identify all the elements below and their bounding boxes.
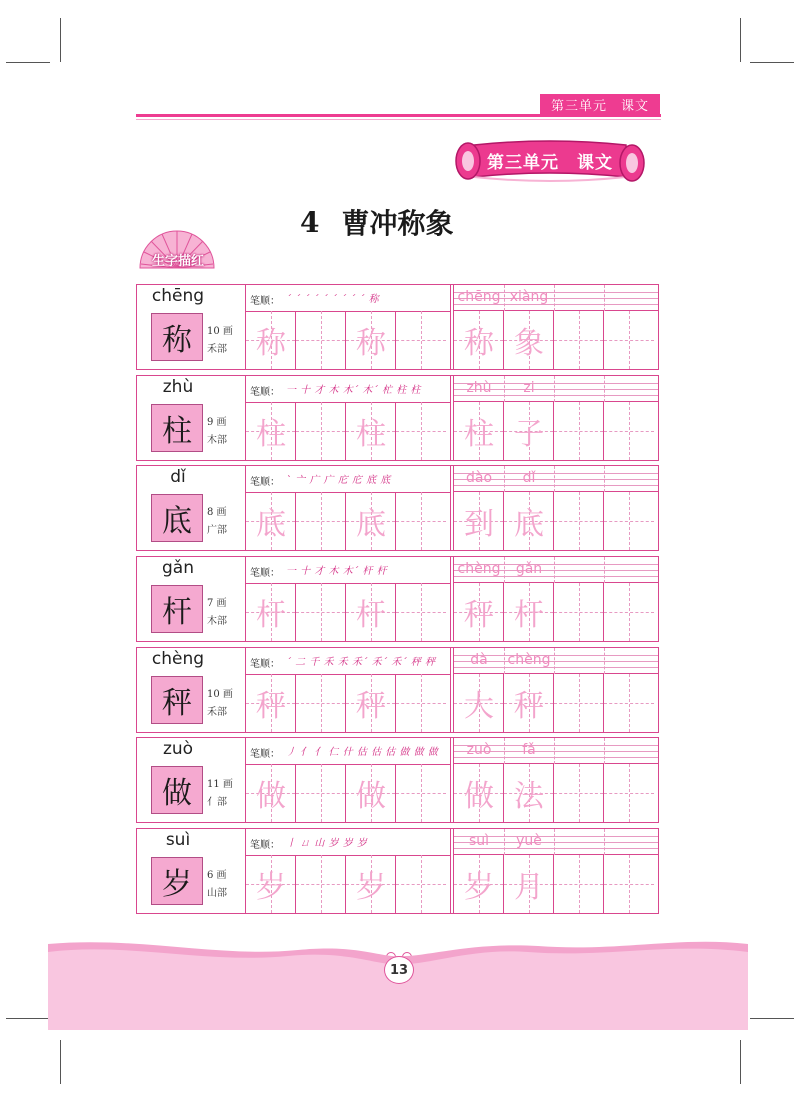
word-grid — [454, 583, 658, 641]
character-pinyin: dǐ — [170, 467, 186, 487]
character-row — [136, 828, 659, 914]
crop-mark — [740, 1040, 741, 1084]
word-pinyin: gǎn — [515, 561, 543, 577]
word-character: 到 — [464, 507, 494, 542]
practice-cell[interactable] — [246, 402, 296, 460]
word-practice — [454, 829, 658, 913]
stroke-order — [246, 738, 450, 765]
page-number: 13 — [384, 956, 414, 984]
word-pinyin: chēng — [457, 289, 501, 305]
word-pinyin: dào — [465, 470, 493, 486]
word-pinyin: suì — [468, 833, 490, 849]
practice-grid — [246, 855, 450, 913]
practice-cell[interactable] — [346, 492, 396, 550]
unit-banner — [452, 139, 648, 185]
word-cell[interactable] — [604, 855, 654, 913]
word-practice — [454, 738, 658, 822]
lesson-number: 4 — [300, 205, 320, 239]
word-pinyin: zuò — [466, 742, 492, 758]
practice-cell[interactable] — [396, 311, 446, 369]
practice-cell[interactable] — [296, 492, 346, 550]
word-cell[interactable] — [454, 674, 504, 732]
stroke-order — [246, 285, 450, 312]
trace-character: 称 — [256, 326, 286, 361]
character-pinyin: chēng — [151, 286, 205, 306]
radical: 禾部 — [207, 344, 227, 355]
trace-character: 柱 — [256, 417, 286, 452]
radical: 木部 — [207, 616, 227, 627]
word-cell[interactable] — [454, 402, 504, 460]
word-grid — [454, 855, 658, 913]
practice-cell[interactable] — [246, 492, 296, 550]
radical: 亻部 — [207, 797, 227, 808]
word-cell[interactable] — [554, 855, 604, 913]
practice-cell[interactable] — [396, 583, 446, 641]
stroke-order — [246, 466, 450, 493]
stroke-order — [246, 557, 450, 584]
practice-cell[interactable] — [396, 402, 446, 460]
stroke-count: 10 画 — [207, 689, 233, 700]
word-cell[interactable] — [454, 492, 504, 550]
word-practice — [454, 285, 658, 369]
lesson-name: 曹冲称象 — [341, 207, 454, 240]
word-cell[interactable] — [504, 402, 554, 460]
practice-grid — [246, 402, 450, 460]
stroke-order — [246, 376, 450, 403]
character-pinyin: suì — [165, 830, 191, 850]
word-grid — [454, 402, 658, 460]
trace-character: 称 — [356, 326, 386, 361]
word-character: 秤 — [514, 689, 544, 724]
word-character: 法 — [514, 779, 544, 814]
word-cell[interactable] — [604, 674, 654, 732]
word-pinyin: xiàng — [509, 289, 549, 305]
crop-mark — [750, 62, 794, 63]
practice-cell[interactable] — [296, 855, 346, 913]
stroke-order-sequence: 丿 亻 亻 仁 什 估 估 估 做 做 做 — [286, 747, 439, 758]
character-pinyin: zhù — [162, 377, 194, 397]
practice-cell[interactable] — [296, 311, 346, 369]
stroke-count: 8 画 — [207, 507, 227, 518]
word-practice — [454, 376, 658, 460]
word-pinyin: zi — [523, 380, 535, 396]
practice-cell[interactable] — [346, 764, 396, 822]
radical: 木部 — [207, 435, 227, 446]
lesson-title — [300, 200, 520, 244]
stroke-order — [246, 648, 450, 675]
character-pinyin: zuò — [162, 739, 194, 759]
word-character: 称 — [464, 326, 494, 361]
stroke-count: 9 画 — [207, 417, 227, 428]
word-cell[interactable] — [604, 583, 654, 641]
stroke-order-sequence: 一 十 才 木 木ˊ 杆 杆 — [286, 566, 388, 577]
word-cell[interactable] — [454, 855, 504, 913]
practice-cell[interactable] — [346, 674, 396, 732]
practice-cell[interactable] — [296, 764, 346, 822]
word-cell[interactable] — [504, 583, 554, 641]
word-character: 子 — [514, 417, 544, 452]
word-pinyin: fǎ — [522, 742, 536, 758]
practice-grid — [246, 674, 450, 732]
stroke-count: 10 画 — [207, 326, 233, 337]
stroke-count: 7 画 — [207, 598, 227, 609]
pinyin-lines — [454, 738, 658, 764]
word-character: 岁 — [464, 870, 494, 905]
practice-grid — [246, 492, 450, 550]
stroke-order-label: 笔顺： — [250, 749, 280, 760]
word-cell[interactable] — [554, 311, 604, 369]
practice-cell[interactable] — [246, 855, 296, 913]
footer-wave — [48, 940, 748, 1030]
crop-mark — [750, 1018, 794, 1019]
stroke-order-sequence: ˋ 亠 广 广 庀 庀 底 底 — [286, 475, 391, 486]
character-info — [137, 738, 246, 822]
word-pinyin: dǐ — [522, 470, 536, 486]
character-info — [137, 285, 246, 369]
character-glyph: 岁 — [151, 857, 203, 905]
word-cell[interactable] — [604, 311, 654, 369]
stroke-order-label: 笔顺： — [250, 659, 280, 670]
stroke-order-label: 笔顺： — [250, 296, 280, 307]
word-cell[interactable] — [554, 583, 604, 641]
word-cell[interactable] — [554, 674, 604, 732]
word-grid — [454, 674, 658, 732]
word-character: 做 — [464, 779, 494, 814]
practice-grid — [246, 311, 450, 369]
practice-cell[interactable] — [246, 764, 296, 822]
word-pinyin: chèng — [507, 652, 551, 668]
practice-cell[interactable] — [346, 311, 396, 369]
character-info — [137, 376, 246, 460]
word-pinyin: chèng — [457, 561, 501, 577]
stroke-order-sequence: ˊ 二 千 禾 禾 禾ˊ 禾ˊ 禾ˊ 秤 秤 — [286, 657, 436, 668]
character-info — [137, 648, 246, 732]
trace-character: 岁 — [256, 870, 286, 905]
word-pinyin: zhù — [466, 380, 492, 396]
word-character: 杆 — [514, 598, 544, 633]
stroke-order-sequence: ˊ ˊ ˊ ˊ ˊ ˊ ˊ ˊ ˊ 称 — [286, 294, 380, 305]
practice-cell[interactable] — [346, 402, 396, 460]
word-grid — [454, 311, 658, 369]
stroke-order-label: 笔顺： — [250, 568, 280, 579]
stroke-order-sequence: 丨 ㄩ 山 岁 岁 岁 — [286, 838, 368, 849]
stroke-order-sequence: 一 十 才 木 木ˊ 木ˊ 杧 柱 柱 — [286, 385, 421, 396]
pinyin-lines — [454, 829, 658, 855]
crop-mark — [60, 18, 61, 62]
word-cell[interactable] — [454, 311, 504, 369]
stroke-order-label: 笔顺： — [250, 387, 280, 398]
character-glyph: 称 — [151, 313, 203, 361]
practice-cell[interactable] — [296, 583, 346, 641]
stroke-order-label: 笔顺： — [250, 840, 280, 851]
header-rule — [136, 119, 661, 120]
practice-cell[interactable] — [246, 311, 296, 369]
word-character: 底 — [514, 507, 544, 542]
practice-cell[interactable] — [296, 402, 346, 460]
word-practice — [454, 466, 658, 550]
practice-cell[interactable] — [396, 492, 446, 550]
trace-character: 秤 — [356, 689, 386, 724]
trace-character: 底 — [356, 507, 386, 542]
character-pinyin: chèng — [151, 649, 205, 669]
word-cell[interactable] — [554, 492, 604, 550]
word-pinyin: dà — [470, 652, 488, 668]
trace-character: 杆 — [356, 598, 386, 633]
character-info — [137, 557, 246, 641]
word-cell[interactable] — [604, 402, 654, 460]
word-practice — [454, 557, 658, 641]
word-cell[interactable] — [454, 764, 504, 822]
practice-cell[interactable] — [396, 674, 446, 732]
practice-cell[interactable] — [396, 764, 446, 822]
practice-cell[interactable] — [346, 583, 396, 641]
word-cell[interactable] — [604, 764, 654, 822]
pinyin-lines — [454, 285, 658, 311]
header-rule — [136, 114, 661, 117]
crop-mark — [60, 1040, 61, 1084]
character-row — [136, 647, 659, 733]
trace-character: 底 — [256, 507, 286, 542]
trace-character: 岁 — [356, 870, 386, 905]
stroke-order — [246, 829, 450, 856]
character-row — [136, 375, 659, 461]
practice-grid — [246, 764, 450, 822]
word-grid — [454, 492, 658, 550]
word-cell[interactable] — [504, 764, 554, 822]
word-cell[interactable] — [604, 492, 654, 550]
crop-mark — [740, 18, 741, 62]
stroke-order-label: 笔顺： — [250, 477, 280, 488]
practice-cell[interactable] — [296, 674, 346, 732]
word-grid — [454, 764, 658, 822]
crop-mark — [6, 62, 50, 63]
word-character: 大 — [464, 689, 494, 724]
word-character: 象 — [514, 326, 544, 361]
character-glyph: 底 — [151, 494, 203, 542]
word-character: 柱 — [464, 417, 494, 452]
character-row — [136, 556, 659, 642]
word-pinyin: yuè — [516, 833, 542, 849]
trace-character: 做 — [356, 779, 386, 814]
character-glyph: 秤 — [151, 676, 203, 724]
character-glyph: 杆 — [151, 585, 203, 633]
trace-character: 秤 — [256, 689, 286, 724]
character-pinyin: gǎn — [162, 558, 194, 578]
unit-tab: 第三单元 课文 — [540, 94, 660, 114]
banner-label: 第三单元 课文 — [487, 152, 613, 173]
word-cell[interactable] — [504, 674, 554, 732]
radical: 禾部 — [207, 707, 227, 718]
practice-cell[interactable] — [246, 674, 296, 732]
character-row — [136, 465, 659, 551]
radical: 广部 — [207, 525, 227, 536]
section-label: 生字描红 — [151, 254, 204, 269]
pinyin-lines — [454, 466, 658, 492]
word-practice — [454, 648, 658, 732]
character-glyph: 柱 — [151, 404, 203, 452]
word-cell[interactable] — [504, 492, 554, 550]
character-info — [137, 466, 246, 550]
trace-character: 杆 — [256, 598, 286, 633]
word-character: 月 — [514, 870, 544, 905]
pinyin-lines — [454, 648, 658, 674]
character-row — [136, 737, 659, 823]
word-cell[interactable] — [554, 764, 604, 822]
character-row — [136, 284, 659, 370]
stroke-count: 6 画 — [207, 870, 227, 881]
character-info — [137, 829, 246, 913]
practice-cell[interactable] — [246, 583, 296, 641]
word-character: 秤 — [464, 598, 494, 633]
word-cell[interactable] — [454, 583, 504, 641]
word-cell[interactable] — [504, 855, 554, 913]
stroke-count: 11 画 — [207, 779, 233, 790]
pinyin-lines — [454, 376, 658, 402]
practice-cell[interactable] — [396, 855, 446, 913]
crop-mark — [6, 1018, 50, 1019]
trace-character: 做 — [256, 779, 286, 814]
radical: 山部 — [207, 888, 227, 899]
word-cell[interactable] — [504, 311, 554, 369]
pinyin-lines — [454, 557, 658, 583]
practice-grid — [246, 583, 450, 641]
trace-character: 柱 — [356, 417, 386, 452]
character-glyph: 做 — [151, 766, 203, 814]
word-cell[interactable] — [554, 402, 604, 460]
practice-cell[interactable] — [346, 855, 396, 913]
